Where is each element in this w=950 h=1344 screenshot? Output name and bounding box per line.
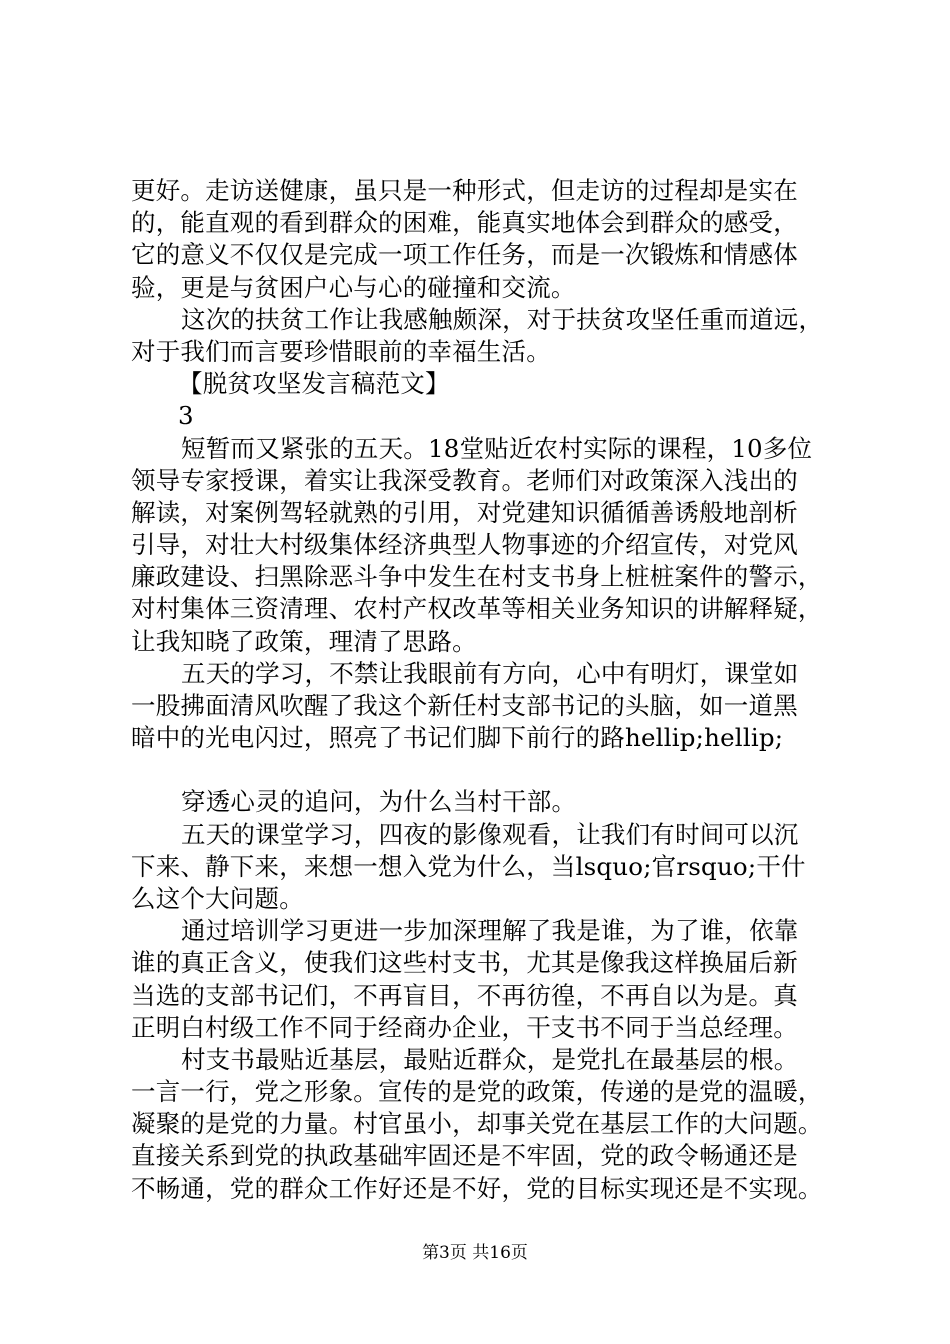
text-line: 廉政建设、扫黑除恶斗争中发生在村支书身上桩桩案件的警示， [131,562,823,592]
text-line: 下来、静下来，来想一想入党为什么，当lsquo;官rsquo;干什 [131,851,806,881]
section-heading: 【脱贫攻坚发言稿范文】 [178,369,450,399]
text-line: 正明白村级工作不同于经商办企业，干支书不同于当总经理。 [131,1012,798,1042]
text-line: 通过培训学习更进一步加深理解了我是谁，为了谁，依靠 [181,916,799,946]
text-line: 直接关系到党的执政基础牢固还是不牢固，党的政令畅通还是 [131,1141,798,1171]
text-line: 它的意义不仅仅是完成一项工作任务，而是一次锻炼和情感体 [131,240,798,270]
text-line: 这次的扶贫工作让我感触颇深，对于扶贫攻坚任重而道远， [181,304,824,334]
text-line: 引导，对壮大村级集体经济典型人物事迹的介绍宣传，对党风 [131,530,798,560]
text-line: 凝聚的是党的力量。村官虽小，却事关党在基层工作的大问题。 [131,1109,823,1139]
text-line: 村支书最贴近基层，最贴近群众，是党扎在最基层的根。 [181,1044,799,1074]
text-line: 暗中的光电闪过，照亮了书记们脚下前行的路hellip;hellip; [131,723,784,753]
text-line: 更好。走访送健康，虽只是一种形式，但走访的过程却是实在 [131,176,798,205]
text-line: 对于我们而言要珍惜眼前的幸福生活。 [131,336,551,366]
document-body [131,175,831,1205]
section-number: 3 [178,401,194,431]
text-line: 一言一行，党之形象。宣传的是党的政策，传递的是党的温暖， [131,1077,823,1107]
text-line: 五天的学习，不禁让我眼前有方向，心中有明灯，课堂如 [181,658,799,688]
text-line: 解读，对案例驾轻就熟的引用，对党建知识循循善诱般地剖析 [131,497,798,527]
text-line: 对村集体三资清理、农村产权改革等相关业务知识的讲解释疑， [131,594,823,624]
text-line: 五天的课堂学习，四夜的影像观看，让我们有时间可以沉 [181,819,799,849]
text-line: 谁的真正含义，使我们这些村支书，尤其是像我这样换届后新 [131,948,798,978]
page-number: 第3页 共16页 [422,1243,528,1263]
text-line: 短暂而又紧张的五天。18堂贴近农村实际的课程，10多位 [181,433,813,463]
page-footer [0,1242,950,1264]
text-line: 不畅通，党的群众工作好还是不好，党的目标实现还是不实现。 [131,1173,823,1203]
paragraph-gap [131,754,831,786]
text-line: 的，能直观的看到群众的困难，能真实地体会到群众的感受， [131,208,798,238]
text-line: 验，更是与贫困户心与心的碰撞和交流。 [131,272,576,302]
text-line: 让我知晓了政策，理清了思路。 [131,626,477,656]
text-line: 穿透心灵的追问，为什么当村干部。 [181,787,577,817]
text-line: 当选的支部书记们，不再盲目，不再彷徨，不再自以为是。真 [131,980,798,1010]
text-line: 一股拂面清风吹醒了我这个新任村支部书记的头脑，如一道黑 [131,691,798,720]
text-line: 领导专家授课，着实让我深受教育。老师们对政策深入浅出的 [131,465,798,495]
text-line: 么这个大问题。 [131,883,304,913]
